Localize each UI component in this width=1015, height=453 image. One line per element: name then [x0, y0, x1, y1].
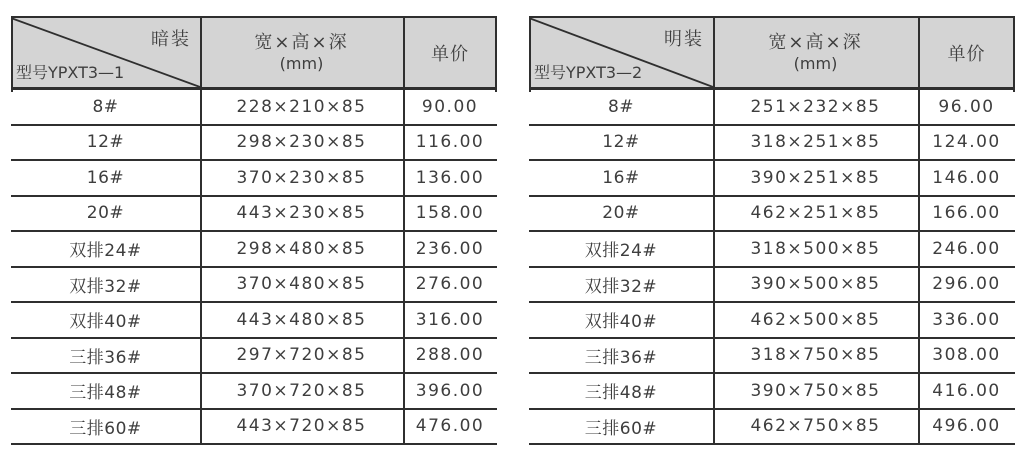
table-row	[529, 374, 1015, 410]
model-cell: 双排24#	[69, 241, 142, 262]
model-cell: 8#	[607, 96, 635, 117]
table-row	[11, 374, 497, 410]
price-cell: 158.00	[415, 203, 485, 224]
table-row	[11, 339, 497, 375]
table-header-row	[529, 16, 1015, 90]
dimensions-header-unit: (mm)	[793, 54, 838, 73]
dimensions-cell: 462×500×85	[750, 309, 881, 330]
diagonal-corner-cell	[529, 18, 713, 87]
table-row	[529, 161, 1015, 197]
model-cell: 16#	[86, 167, 125, 188]
price-cell: 496.00	[932, 416, 1001, 437]
dimensions-cell: 443×230×85	[236, 203, 367, 224]
price-cell: 336.00	[932, 309, 1001, 330]
table-row	[11, 410, 497, 446]
price-cell: 316.00	[415, 309, 485, 330]
model-series-label: 型号YPXT3—2	[534, 63, 643, 82]
column-divider-1	[200, 16, 202, 445]
dimensions-header-title: 宽×高×深	[768, 32, 863, 53]
dimensions-cell: 251×232×85	[750, 96, 881, 117]
table-row	[529, 303, 1015, 339]
table-row	[529, 410, 1015, 446]
table-row	[11, 90, 497, 126]
table-row	[529, 197, 1015, 233]
model-cell: 8#	[92, 96, 119, 117]
table-row	[11, 126, 497, 162]
table-body	[529, 90, 1015, 445]
dimensions-cell: 370×480×85	[236, 274, 367, 295]
price-cell: 116.00	[415, 132, 485, 153]
price-cell: 396.00	[415, 380, 485, 401]
dimensions-cell: 297×720×85	[236, 345, 367, 366]
price-cell: 236.00	[415, 238, 485, 259]
column-divider-1	[713, 16, 715, 445]
diagonal-corner-cell	[11, 18, 200, 87]
header-right-border	[495, 18, 497, 92]
dimensions-cell: 318×750×85	[750, 345, 881, 366]
header-left-border	[11, 18, 13, 92]
concealed-mount-price-table	[11, 16, 497, 445]
model-cell: 三排36#	[584, 347, 658, 368]
model-cell: 12#	[602, 132, 640, 153]
dimensions-cell: 298×230×85	[236, 132, 367, 153]
mount-type-label: 明装	[664, 29, 704, 50]
table-row	[11, 232, 497, 268]
price-cell: 90.00	[421, 96, 479, 117]
model-cell: 双排24#	[584, 241, 658, 262]
model-cell: 12#	[86, 132, 125, 153]
dimensions-cell: 370×230×85	[236, 167, 367, 188]
surface-mount-price-table	[529, 16, 1015, 445]
dimensions-column-header	[200, 18, 403, 87]
table-body	[11, 90, 497, 445]
model-cell: 三排48#	[69, 383, 142, 404]
dimensions-header-unit: (mm)	[279, 54, 324, 73]
price-header-title: 单价	[431, 43, 469, 65]
table-row	[529, 339, 1015, 375]
price-cell: 136.00	[415, 167, 485, 188]
dimensions-cell: 390×750×85	[750, 380, 881, 401]
dimensions-header-title: 宽×高×深	[254, 32, 349, 53]
dimensions-cell: 462×750×85	[750, 416, 881, 437]
price-cell: 124.00	[932, 132, 1001, 153]
table-row	[11, 161, 497, 197]
dimensions-cell: 443×720×85	[236, 416, 367, 437]
dimensions-column-header	[713, 18, 918, 87]
header-left-border	[529, 18, 531, 92]
model-cell: 三排60#	[584, 418, 658, 439]
price-cell: 296.00	[932, 274, 1001, 295]
table-row	[11, 268, 497, 304]
table-row	[529, 268, 1015, 304]
price-cell: 166.00	[932, 203, 1001, 224]
price-cell: 96.00	[938, 96, 995, 117]
table-row	[529, 126, 1015, 162]
dimensions-cell: 443×480×85	[236, 309, 367, 330]
table-row	[11, 197, 497, 233]
price-cell: 476.00	[415, 416, 485, 437]
model-cell: 双排32#	[584, 276, 658, 297]
model-cell: 20#	[86, 203, 125, 224]
model-cell: 16#	[602, 167, 640, 188]
dimensions-cell: 298×480×85	[236, 238, 367, 259]
dimensions-cell: 370×720×85	[236, 380, 367, 401]
model-cell: 双排32#	[69, 276, 142, 297]
price-cell: 146.00	[932, 167, 1001, 188]
table-header-row	[11, 16, 497, 90]
price-cell: 246.00	[932, 238, 1001, 259]
model-cell: 三排48#	[584, 383, 658, 404]
dimensions-cell: 390×500×85	[750, 274, 881, 295]
column-divider-2	[918, 16, 920, 445]
mount-type-label: 暗装	[151, 29, 191, 50]
dimensions-cell: 462×251×85	[750, 203, 881, 224]
table-row	[529, 232, 1015, 268]
model-cell: 双排40#	[69, 312, 142, 333]
price-cell: 288.00	[415, 345, 485, 366]
table-row	[11, 303, 497, 339]
model-cell: 三排60#	[69, 418, 142, 439]
model-series-label: 型号YPXT3—1	[16, 63, 125, 82]
dimensions-cell: 228×210×85	[236, 96, 367, 117]
column-divider-2	[403, 16, 405, 445]
model-cell: 双排40#	[584, 312, 658, 333]
price-cell: 308.00	[932, 345, 1001, 366]
price-cell: 276.00	[415, 274, 485, 295]
dimensions-cell: 390×251×85	[750, 167, 881, 188]
price-column-header	[918, 18, 1015, 87]
price-column-header	[403, 18, 497, 87]
dimensions-cell: 318×251×85	[750, 132, 881, 153]
price-cell: 416.00	[932, 380, 1001, 401]
table-row	[529, 90, 1015, 126]
dimensions-cell: 318×500×85	[750, 238, 881, 259]
model-cell: 三排36#	[69, 347, 142, 368]
price-header-title: 单价	[947, 43, 986, 65]
model-cell: 20#	[602, 203, 640, 224]
